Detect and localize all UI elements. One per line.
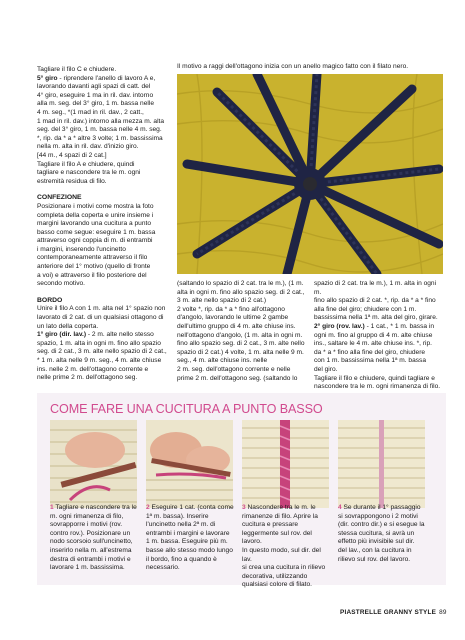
text-line: Tagliare il filo e chiudere, quindi tagliare e [314, 374, 435, 382]
text-line: dell'ultimo gruppo di 4 m. alte chiuse ins. [177, 322, 296, 330]
text-line: da * a * fino alla fine del giro, chiudere [314, 348, 426, 356]
how-to-title: COME FARE UNA CUCITURA A PUNTO BASSO [50, 402, 323, 416]
step-2-image [146, 420, 233, 508]
text-line: si crea una cucitura in rilievo [242, 564, 326, 572]
text-line: d'angolo, lavorando le ultime 2 gambe [177, 314, 289, 322]
text-line: i margini, inserendo l'uncinetto [37, 245, 126, 253]
round-1-label: 1° giro (dir. lav.) [37, 331, 87, 339]
text-line: ogni m. fino al gruppo di 4 m. alte chiuse [314, 331, 433, 339]
text-line: spazio di 2 cat. tra le m.), 1 m. alta in ogni m. [314, 280, 437, 296]
step-3-text [242, 504, 332, 590]
text-line: seg. del 3° giro, 1 m. bassa nelle 4 m. seg. [37, 126, 162, 134]
text-line: 3 m. alte nello spazio di 2 cat.) [177, 297, 267, 305]
text-line: 2 volte *, rip. da * a * fino all'ottagono [177, 305, 285, 313]
bordo-heading: BORDO [37, 296, 63, 304]
photo-caption: Il motivo a raggi dell'ottagono inizia con un anello magico fatto con il filato nero. [177, 63, 409, 70]
step-number: 4 [338, 504, 342, 511]
top-margin [0, 0, 465, 22]
text-line: fino allo spazio seg. di 2 cat., 3 m. alte nello [177, 340, 305, 348]
text-line: Tagliare e nascondere tra le [55, 504, 137, 511]
text-line: destra di entrambi i motivi e [50, 555, 131, 563]
text-line: lavorando davanti agli spazi di catt. del [37, 83, 151, 91]
text-line: ins. nelle 2 m. dell'ottagono corrente e [37, 365, 149, 373]
text-line: Tagliare il filo A e chiudere, quindi [37, 160, 135, 168]
round-2-intro: - 1 cat., * 1 m. bassa in [364, 322, 435, 330]
text-line: nodo scorsoio sull'uncinetto, [50, 538, 133, 546]
text-line: necessario. [146, 564, 180, 572]
text-line: alla m. seg. del 3° giro, 1 m. bassa nelle [37, 100, 154, 108]
text-line: con 1 m. bassissima nella 1ª m. bassa [314, 357, 427, 365]
text-line: alta in ogni m. fino allo spazio seg. di 2 cat., [177, 288, 305, 296]
text-line: 4 m. seg., *(1 mad in ril. dav., 2 catt., [37, 108, 144, 116]
text-line: stessa cucitura, si avrà un [338, 529, 415, 537]
text-line: cucitura e pressare [242, 521, 299, 529]
text-line: entrambi i margini e lavorare [146, 529, 230, 537]
text-line: Nascondere tra le m. le [247, 504, 316, 511]
step-1-image [50, 420, 137, 508]
text-line: a voi) e attraverso il filo posteriore del [37, 271, 147, 279]
text-line: 1ª m. bassa). Inserire [146, 512, 209, 520]
text-line: estremità residua di filo. [37, 177, 107, 185]
text-line: fino allo spazio di 2 cat. *, rip. da * a * fino [314, 297, 436, 305]
text-line: completa della coperta e unire insieme i [37, 211, 154, 219]
step-1-text [50, 504, 140, 573]
text-line: * 1 m. alta nelle 9 m. seg., 4 m. alte chiuse [37, 357, 162, 364]
text-line: margini lavorando una cucitura a punto [37, 220, 151, 228]
text-line: contemporaneamente attraverso il filo [37, 254, 148, 262]
text-line: 4° giro, eseguire 1 ma in ril. dav. intorno [37, 91, 154, 99]
text-line: prime 2 m. dell'ottagono seg. (saltando lo [177, 374, 298, 382]
step-3-image [242, 420, 329, 508]
text-line: 2 m. seg. dell'ottagono corrente e nelle [177, 365, 291, 373]
text-line: secondo motivo. [37, 280, 86, 288]
text-line: seg. di 2 cat., 3 m. alte nello spazio di 2 cat., [37, 348, 167, 356]
text-line: anteriore del 1° motivo (quello di fronte [37, 263, 151, 271]
step-4-text [338, 504, 428, 564]
text-line: Eseguire 1 cat. (conta come [151, 504, 234, 511]
text-line: il bordo, fino a quando è [146, 555, 217, 563]
text-line: nell'ottagono d'angolo, (1 m. alta in ogni m. [177, 331, 303, 339]
text-line: bassissima nella 1ª m. alta del giro, girare. [314, 314, 438, 322]
round-5-intro: - riprendere l'anello di lavoro A e, [57, 74, 156, 82]
text-line: un lato della coperta. [37, 322, 99, 330]
text-line: contro rov.). Posizionare un [50, 529, 131, 537]
text-line: inserirlo nella m. all'estrema [50, 546, 132, 554]
left-column [37, 66, 174, 383]
text-line: tagliare e nascondere tra le m. ogni [37, 169, 141, 177]
text-line: (dir. contro dir.) e si esegue la [338, 521, 425, 529]
text-line: seg., 4 m. alte chiuse ins. nelle [177, 357, 268, 365]
text-line: 1 mad in ril. dav.) intorno alla mezza m. alta [37, 117, 165, 125]
step-number: 3 [242, 504, 246, 511]
text-line: attraverso ogni coppia di m. di entrambi [37, 237, 153, 245]
text-line: rilievo sul rov. del lavoro. [338, 555, 411, 563]
text-line: rimanenze di filo. Aprire la [242, 512, 318, 520]
text-line: *, rip. da * a * altre 3 volte; 1 m. bassissima [37, 134, 163, 142]
right-column [314, 280, 442, 392]
text-line: qualsiasi colore di filato. [242, 581, 313, 589]
text-line: 1 m. bassa. Eseguire più m. [146, 538, 228, 546]
step-number: 2 [146, 504, 150, 511]
text-line: del giro. [314, 365, 338, 373]
step-number: 1 [50, 504, 54, 511]
text-line: nelle prime 2 m. dell'ottagono seg. [37, 374, 138, 382]
step-4-image [338, 420, 425, 508]
text-line: l'uncinetto nella 2ª m. di [146, 521, 216, 529]
text-line: nascondere tra le m. ogni rimanenza di filo. [314, 383, 441, 391]
magazine-title: PIASTRELLE GRANNY STYLE [340, 609, 437, 616]
text-line: basso come segue: eseguire 1 m. bassa [37, 228, 156, 236]
text-line: spazio, 1 m. alta in ogni m. fino allo spazio [37, 339, 161, 347]
text-line: del lav., con la cucitura in [338, 546, 412, 554]
round-1-intro: - 2 m. alte nello stesso [86, 331, 154, 339]
confezione-heading: CONFEZIONE [37, 194, 82, 202]
text-line: sovrapporre i motivi (rov. [50, 521, 123, 529]
text-line: Posizionare i motivi come mostra la foto [37, 202, 154, 210]
middle-column [177, 280, 309, 383]
step-2-text [146, 504, 236, 573]
text-line: alla fine del giro; chiudere con 1 m. [314, 305, 417, 313]
text-line: Unire il filo A con 1 m. alta nel 1° spazio non [37, 305, 166, 313]
round-1-heading [37, 331, 174, 340]
text-line: [44 m., 4 spazi di 2 cat.] [37, 151, 107, 159]
text-line: effetto più invisibile sul dir. [338, 538, 415, 546]
text-line: basse allo stesso modo lungo [146, 546, 233, 554]
page-footer [340, 609, 447, 616]
text-line: leggermente sul rov. del lavoro. [242, 529, 312, 546]
page-number: 89 [439, 609, 447, 616]
text-line: lavorato di 2 cat. di un qualsiasi ottagono di [37, 314, 164, 322]
round-5-heading [37, 75, 174, 84]
text-line: lavorare 1 m. bassissima. [50, 564, 125, 572]
text-line: (saltando lo spazio di 2 cat. tra le m.), (1 m. [177, 280, 304, 287]
text-line: ins., saltare le 4 m. alte chiuse ins. *, rip. [314, 340, 433, 348]
text-line: nella m. alta in ril. dav. d'inizio giro. [37, 143, 139, 151]
text-line: m. ogni rimanenza di filo, [50, 512, 124, 520]
text-line: In questo modo, sul dir. del lav. [242, 546, 321, 563]
text-line: si sovrappongono i 2 motivi [338, 512, 418, 520]
text-line: Se durante il 1° passaggio [343, 504, 421, 511]
round-2-heading [314, 323, 442, 332]
octagon-motif-photo [177, 74, 443, 274]
text-line: spazio di 2 cat.) 4 volte, 1 m. alta nelle 9 m. [177, 348, 304, 356]
round-2-label: 2° giro (rov. lav.) [314, 322, 365, 330]
text-line: decorativa, utilizzando [242, 572, 308, 580]
round-5-label: 5° giro [37, 74, 58, 82]
crochet-motif-image [177, 74, 443, 274]
text-line: Tagliare il filo C e chiudere. [37, 66, 117, 73]
